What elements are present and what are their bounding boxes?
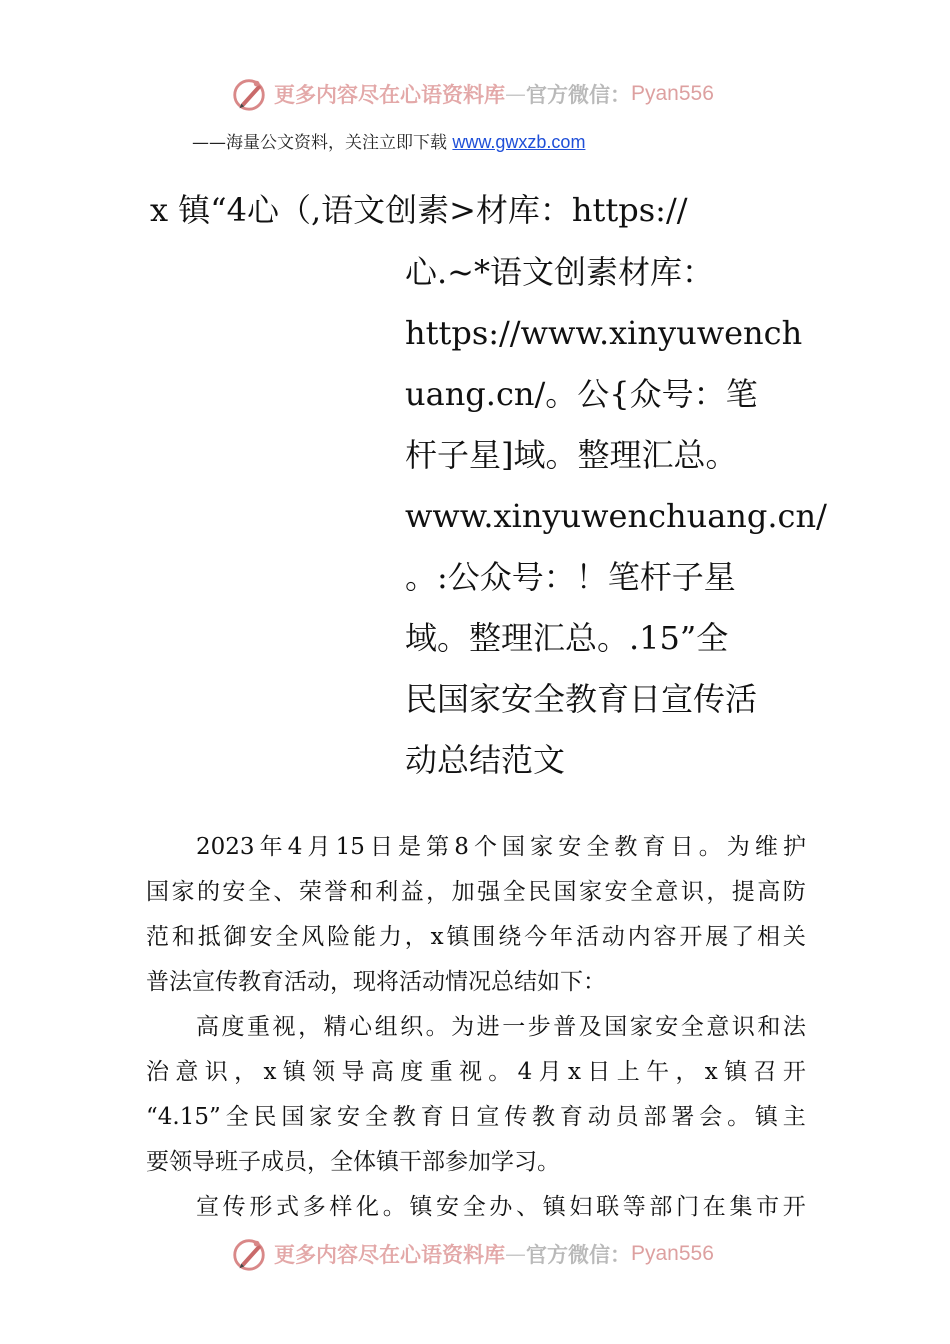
title-line: www.xinyuwenchuang.cn/ [405, 497, 827, 535]
banner-main-text: 更多内容尽在心语资料库 [274, 82, 505, 107]
banner-dash: — [505, 82, 526, 106]
title-line: 民国家安全教育日宣传活 [405, 680, 758, 718]
title-line: https://www.xinyuwench [405, 314, 803, 352]
banner-wechat-id: Pyan556 [631, 1242, 714, 1265]
body-line: 2023 年 4 月 15 日 是 第 8 个 国 家 安 全 教 育 日 。 为 维 护 [196, 834, 806, 860]
body-line: “4.15” 全 民 国 家 安 全 教 育 日 宣 传 教 育 动 员 部 署 会 。 镇 主 [146, 1104, 806, 1130]
document-title-first-line: x 镇“4心（,语文创素>材库：https:// [150, 191, 688, 229]
body-line: 范 和 抵 御 安 全 风 险 能 力 ， x 镇 围 绕 今 年 活 动 内 容 开 展 了 相 关 [146, 924, 806, 950]
title-line: 杆子星]域。整理汇总。 [405, 436, 738, 474]
banner-dash: — [505, 1242, 526, 1266]
download-notice-text: ——海量公文资料，关注立即下载 [192, 133, 453, 153]
download-notice [192, 128, 585, 153]
footer-banner [230, 1234, 714, 1274]
pen-logo-icon [230, 75, 268, 113]
body-line: 普法宣传教育活动，现将活动情况总结如下： [146, 969, 606, 995]
title-line: 心.~*语文创素材库： [405, 253, 714, 291]
download-link[interactable]: www.gwxzb.com [452, 132, 586, 152]
body-line: 要领导班子成员，全体镇干部参加学习。 [146, 1149, 560, 1175]
pen-logo-icon [230, 1235, 268, 1273]
banner-wechat-label: 官方微信： [526, 1242, 631, 1267]
body-line: 宣 传 形 式 多 样 化 。 镇 安 全 办 、 镇 妇 联 等 部 门 在 集 市 开 [196, 1194, 806, 1220]
body-line: 治 意 识 ， x 镇 领 导 高 度 重 视 。 4 月 x 日 上 午 ， x 镇 召 开 [146, 1059, 806, 1085]
title-line: uang.cn/。公{众号：笔 [405, 375, 758, 413]
document-title-continuation [405, 252, 827, 801]
banner-wechat-label: 官方微信： [526, 82, 631, 107]
banner-main-text: 更多内容尽在心语资料库 [274, 1242, 505, 1267]
body-line: 国 家 的 安 全 、 荣 誉 和 利 益 ， 加 强 全 民 国 家 安 全 意 识 ， 提 高 防 [146, 879, 806, 905]
title-line: 动总结范文 [405, 741, 566, 779]
banner-wechat-id: Pyan556 [631, 82, 714, 105]
header-banner [230, 74, 714, 114]
title-line: 。:公众号：！笔杆子星 [405, 558, 736, 596]
title-line: 域。整理汇总。.15”全 [405, 619, 729, 657]
document-body [146, 832, 806, 1237]
body-line: 高 度 重 视 ， 精 心 组 织 。 为 进 一 步 普 及 国 家 安 全 意 识 和 法 [196, 1014, 806, 1040]
